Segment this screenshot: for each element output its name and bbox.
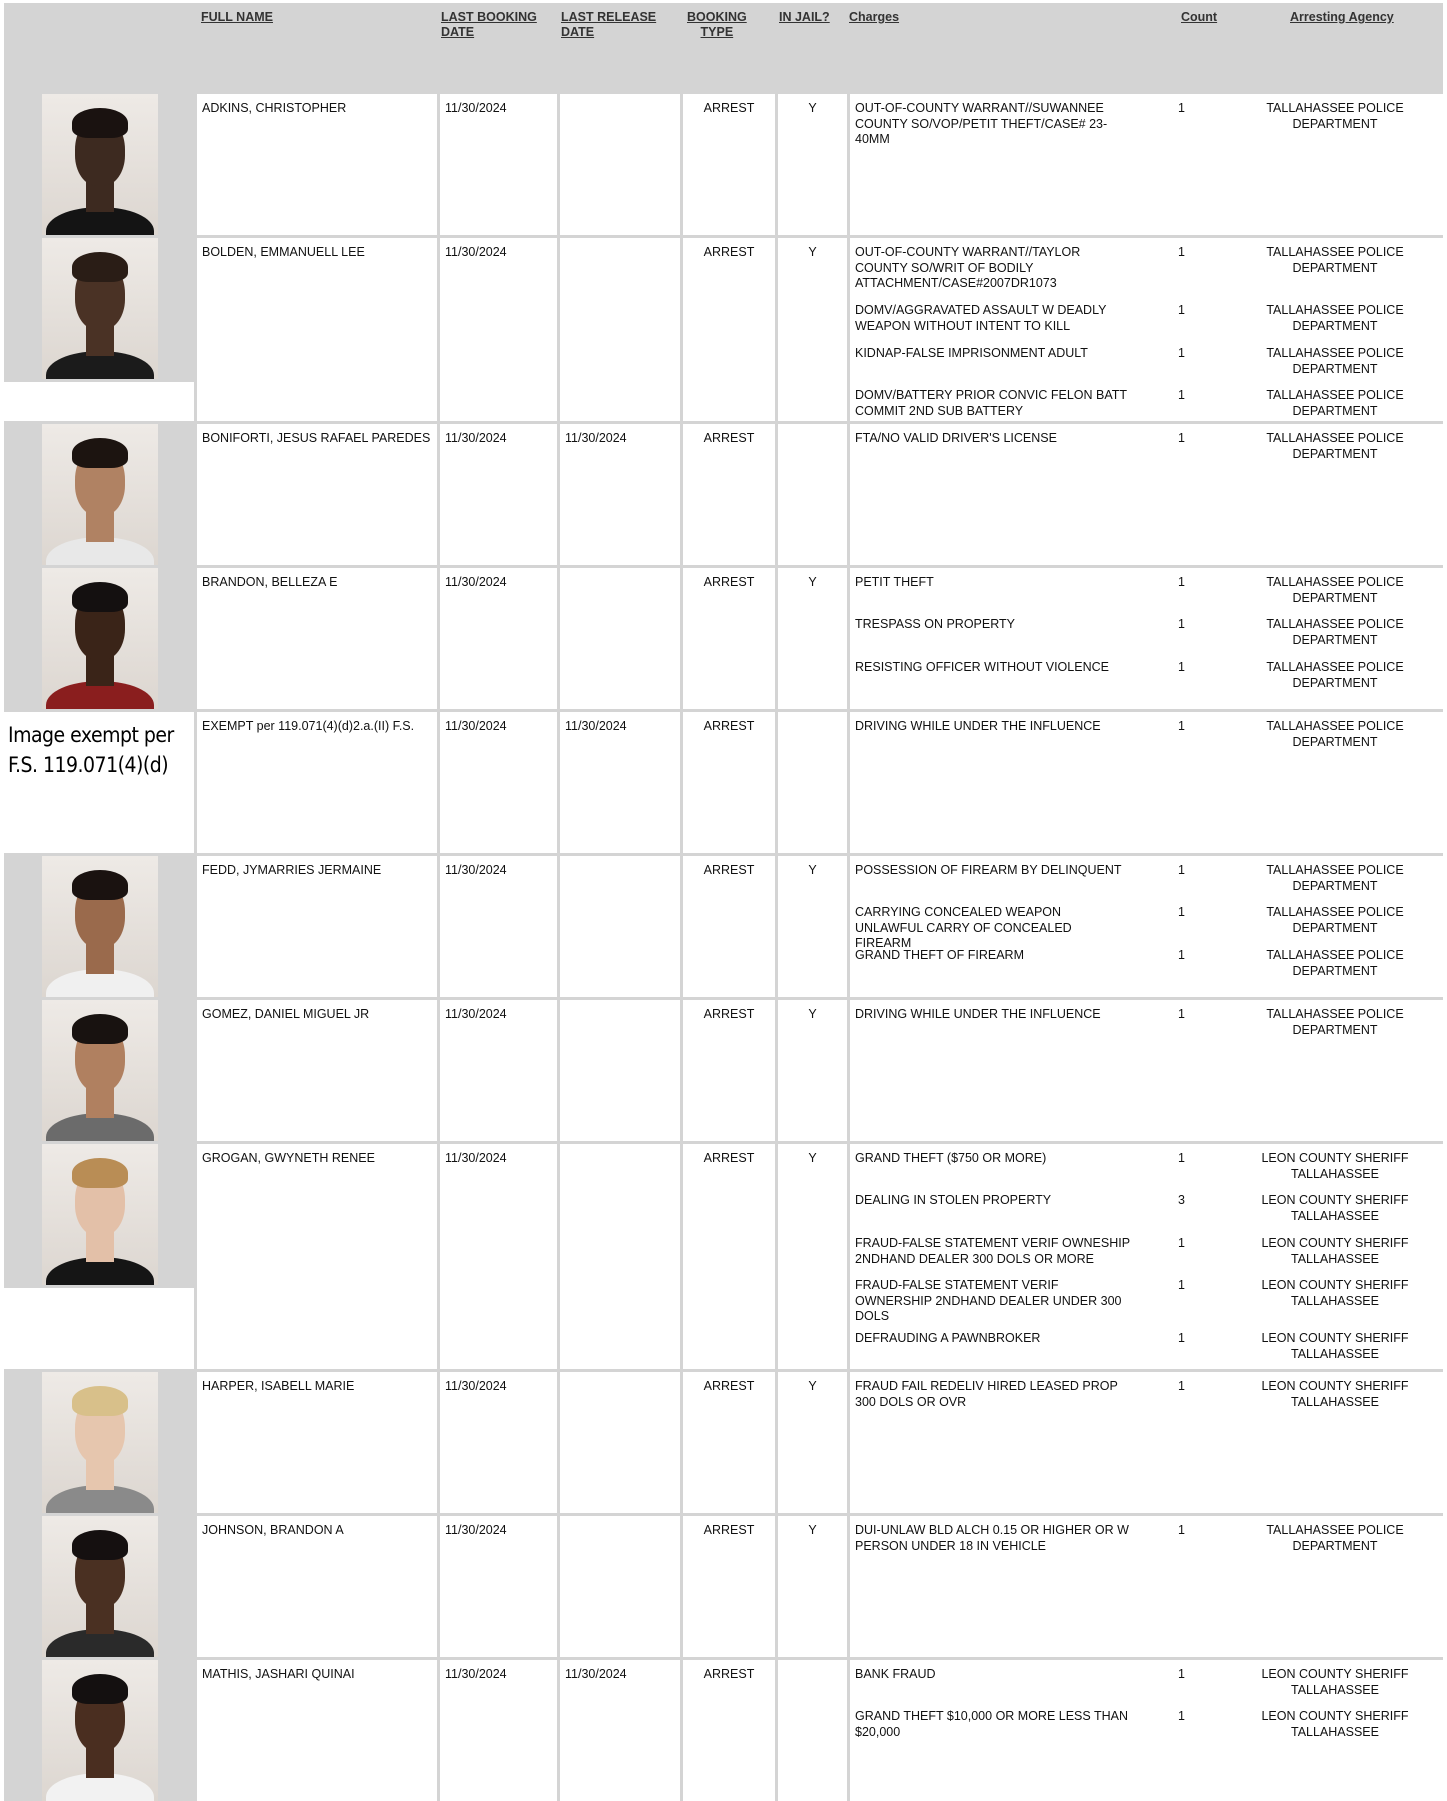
photo-hair	[72, 582, 128, 612]
charge-description: GRAND THEFT $10,000 OR MORE LESS THAN $20,000	[855, 1709, 1128, 1739]
header-booking-type: BOOKING TYPE	[687, 10, 747, 39]
charges-cell	[850, 94, 1443, 235]
last-booking-date-text: 11/30/2024	[445, 719, 507, 733]
charge-count: 1	[1178, 1667, 1185, 1681]
last-release-date-cell	[560, 1000, 680, 1141]
charge-description: OUT-OF-COUNTY WARRANT//SUWANNEE COUNTY SO/VOP/PETIT THEFT/CASE# 23-40MM	[855, 101, 1108, 146]
in-jail-cell	[778, 712, 847, 853]
charge-description: KIDNAP-FALSE IMPRISONMENT ADULT	[855, 346, 1088, 360]
arresting-agency: TALLAHASSEE POLICE DEPARTMENT	[1266, 431, 1404, 461]
booking-type-text: ARREST	[703, 575, 755, 589]
booking-type-text: ARREST	[703, 1667, 755, 1681]
charge-description: POSSESSION OF FIREARM BY DELINQUENT	[855, 863, 1122, 877]
arresting-agency: TALLAHASSEE POLICE DEPARTMENT	[1266, 617, 1404, 647]
charge-description: TRESPASS ON PROPERTY	[855, 617, 1015, 631]
photo-neck	[86, 1748, 114, 1778]
table-row	[4, 709, 1443, 853]
mugshot-photo	[42, 94, 158, 235]
header-arresting-agency: Arresting Agency	[1290, 10, 1394, 24]
charge-count: 1	[1178, 948, 1185, 962]
charge-description: FRAUD-FALSE STATEMENT VERIF OWNERSHIP 2NDHAND DEALER UNDER 300 DOLS	[855, 1278, 1122, 1323]
booking-type-cell	[683, 238, 775, 421]
last-booking-date-cell	[440, 1660, 557, 1801]
booking-type-cell	[683, 1516, 775, 1657]
last-release-date-cell	[560, 424, 680, 565]
full-name-cell	[197, 1660, 437, 1801]
table-row	[4, 1369, 1443, 1513]
charge-description: GRAND THEFT ($750 OR MORE)	[855, 1151, 1047, 1165]
header-count: Count	[1181, 10, 1218, 24]
photo-neck	[86, 182, 114, 212]
booking-type-text: ARREST	[703, 245, 755, 259]
arresting-agency: LEON COUNTY SHERIFF TALLAHASSEE	[1261, 1193, 1409, 1223]
table-header	[4, 3, 1443, 91]
photo-neck	[86, 1460, 114, 1490]
booking-type-text: ARREST	[703, 1379, 755, 1393]
charge-count: 1	[1178, 1379, 1185, 1393]
charge-count: 1	[1178, 388, 1185, 402]
full-name-cell	[197, 712, 437, 853]
charge-count: 1	[1178, 1331, 1185, 1345]
last-release-date-text: 11/30/2024	[565, 431, 627, 445]
in-jail-text: Y	[808, 863, 817, 877]
arresting-agency: TALLAHASSEE POLICE DEPARTMENT	[1266, 346, 1404, 376]
booking-type-cell	[683, 1000, 775, 1141]
photo-neck	[86, 1088, 114, 1118]
charge-count: 1	[1178, 1007, 1185, 1021]
photo-cell	[4, 1000, 194, 1141]
photo-cell	[4, 712, 194, 853]
photo-cell	[4, 568, 194, 709]
booking-type-text: ARREST	[703, 1151, 755, 1165]
last-booking-date-cell	[440, 1000, 557, 1141]
last-booking-date-text: 11/30/2024	[445, 431, 507, 445]
charge-description: DOMV/AGGRAVATED ASSAULT W DEADLY WEAPON WITHOUT INTENT TO KILL	[855, 303, 1107, 333]
charge-description: OUT-OF-COUNTY WARRANT//TAYLOR COUNTY SO/WRIT OF BODILY ATTACHMENT/CASE#2007DR1073	[855, 245, 1081, 290]
table-row	[4, 1513, 1443, 1657]
last-booking-date-text: 11/30/2024	[445, 575, 507, 589]
photo-neck	[86, 1604, 114, 1634]
full-name-text: GROGAN, GWYNETH RENEE	[202, 1151, 375, 1165]
booking-type-cell	[683, 568, 775, 709]
photo-hair	[72, 1158, 128, 1188]
full-name-cell	[197, 1372, 437, 1513]
arresting-agency: LEON COUNTY SHERIFF TALLAHASSEE	[1261, 1151, 1409, 1181]
in-jail-text: Y	[808, 1379, 817, 1393]
photo-neck	[86, 656, 114, 686]
booking-type-text: ARREST	[703, 719, 755, 733]
last-release-date-cell	[560, 1144, 680, 1369]
charge-description: FTA/NO VALID DRIVER'S LICENSE	[855, 431, 1057, 445]
charge-count: 1	[1178, 101, 1185, 115]
last-booking-date-text: 11/30/2024	[445, 1007, 507, 1021]
in-jail-cell	[778, 238, 847, 421]
last-booking-date-text: 11/30/2024	[445, 1667, 507, 1681]
full-name-text: EXEMPT per 119.071(4)(d)2.a.(II) F.S.	[202, 719, 415, 733]
full-name-text: HARPER, ISABELL MARIE	[202, 1379, 355, 1393]
full-name-text: FEDD, JYMARRIES JERMAINE	[202, 863, 382, 877]
arresting-agency: LEON COUNTY SHERIFF TALLAHASSEE	[1261, 1236, 1409, 1266]
full-name-text: ADKINS, CHRISTOPHER	[202, 101, 347, 115]
in-jail-cell	[778, 856, 847, 997]
booking-type-text: ARREST	[703, 101, 755, 115]
last-release-date-cell	[560, 712, 680, 853]
charges-cell	[850, 712, 1443, 853]
photo-neck	[86, 326, 114, 356]
charge-description: DEFRAUDING A PAWNBROKER	[855, 1331, 1041, 1345]
charges-cell	[850, 1000, 1443, 1141]
photo-cell	[4, 1372, 194, 1513]
charge-count: 1	[1178, 1151, 1185, 1165]
photo-hair	[72, 108, 128, 138]
table-row	[4, 235, 1443, 421]
charge-count: 3	[1178, 1193, 1185, 1207]
arresting-agency: TALLAHASSEE POLICE DEPARTMENT	[1266, 1523, 1404, 1553]
last-booking-date-text: 11/30/2024	[445, 1523, 507, 1537]
charge-count: 1	[1178, 575, 1185, 589]
last-booking-date-cell	[440, 568, 557, 709]
charges-cell	[850, 856, 1443, 997]
photo-hair	[72, 252, 128, 282]
full-name-text: BRANDON, BELLEZA E	[202, 575, 338, 589]
last-booking-date-cell	[440, 1372, 557, 1513]
in-jail-text: Y	[808, 1151, 817, 1165]
charge-count: 1	[1178, 1278, 1185, 1292]
charges-cell	[850, 1516, 1443, 1657]
table-body	[4, 91, 1443, 1801]
last-booking-date-text: 11/30/2024	[445, 245, 507, 259]
photo-hair	[72, 1386, 128, 1416]
charge-count: 1	[1178, 660, 1185, 674]
arresting-agency: LEON COUNTY SHERIFF TALLAHASSEE	[1261, 1379, 1409, 1409]
in-jail-text: Y	[808, 1007, 817, 1021]
in-jail-cell	[778, 568, 847, 709]
photo-hair	[72, 870, 128, 900]
full-name-cell	[197, 1144, 437, 1369]
booking-type-cell	[683, 1372, 775, 1513]
photo-blank-area	[4, 382, 194, 421]
arresting-agency: TALLAHASSEE POLICE DEPARTMENT	[1266, 948, 1404, 978]
charge-description: DUI-UNLAW BLD ALCH 0.15 OR HIGHER OR W PERSON UNDER 18 IN VEHICLE	[855, 1523, 1129, 1553]
charge-description: BANK FRAUD	[855, 1667, 936, 1681]
photo-neck	[86, 1232, 114, 1262]
arresting-agency: TALLAHASSEE POLICE DEPARTMENT	[1266, 101, 1404, 131]
last-booking-date-text: 11/30/2024	[445, 863, 507, 877]
charge-count: 1	[1178, 1236, 1185, 1250]
booking-type-text: ARREST	[703, 1007, 755, 1021]
in-jail-cell	[778, 1144, 847, 1369]
photo-cell	[4, 238, 194, 421]
last-booking-date-cell	[440, 424, 557, 565]
arresting-agency: TALLAHASSEE POLICE DEPARTMENT	[1266, 1007, 1404, 1037]
in-jail-cell	[778, 424, 847, 565]
last-booking-date-cell	[440, 238, 557, 421]
last-booking-date-cell	[440, 94, 557, 235]
last-booking-date-text: 11/30/2024	[445, 1379, 507, 1393]
header-last-booking-date: LAST BOOKING DATE	[441, 10, 537, 39]
charge-count: 1	[1178, 617, 1185, 631]
arresting-agency: TALLAHASSEE POLICE DEPARTMENT	[1266, 388, 1404, 418]
full-name-cell	[197, 1516, 437, 1657]
last-release-date-cell	[560, 1516, 680, 1657]
last-release-date-text: 11/30/2024	[565, 1667, 627, 1681]
photo-cell	[4, 856, 194, 997]
full-name-cell	[197, 424, 437, 565]
arresting-agency: LEON COUNTY SHERIFF TALLAHASSEE	[1261, 1709, 1409, 1739]
full-name-text: BONIFORTI, JESUS RAFAEL PAREDES	[202, 431, 431, 445]
photo-exempt-box	[4, 712, 194, 853]
in-jail-cell	[778, 1516, 847, 1657]
header-full-name: FULL NAME	[201, 10, 273, 24]
charges-cell	[850, 568, 1443, 709]
mugshot-photo	[42, 1660, 158, 1801]
table-row	[4, 1141, 1443, 1369]
photo-hair	[72, 1674, 128, 1704]
arresting-agency: TALLAHASSEE POLICE DEPARTMENT	[1266, 719, 1404, 749]
charges-cell	[850, 1660, 1443, 1801]
arresting-agency: LEON COUNTY SHERIFF TALLAHASSEE	[1261, 1331, 1409, 1361]
charge-description: DEALING IN STOLEN PROPERTY	[855, 1193, 1052, 1207]
mugshot-photo	[42, 856, 158, 997]
charge-description: CARRYING CONCEALED WEAPON UNLAWFUL CARRY OF CONCEALED FIREARM	[855, 905, 1072, 950]
charge-count: 1	[1178, 431, 1185, 445]
in-jail-cell	[778, 1000, 847, 1141]
table-row	[4, 1657, 1443, 1801]
last-booking-date-cell	[440, 1144, 557, 1369]
booking-type-text: ARREST	[703, 1523, 755, 1537]
arresting-agency: TALLAHASSEE POLICE DEPARTMENT	[1266, 575, 1404, 605]
booking-type-cell	[683, 856, 775, 997]
charge-description: DRIVING WHILE UNDER THE INFLUENCE	[855, 1007, 1101, 1021]
in-jail-text: Y	[808, 1523, 817, 1537]
booking-type-text: ARREST	[703, 431, 755, 445]
booking-report-table	[4, 3, 1443, 1801]
in-jail-cell	[778, 94, 847, 235]
table-row	[4, 421, 1443, 565]
arresting-agency: TALLAHASSEE POLICE DEPARTMENT	[1266, 905, 1404, 935]
full-name-cell	[197, 238, 437, 421]
last-release-date-text: 11/30/2024	[565, 719, 627, 733]
booking-type-cell	[683, 712, 775, 853]
mugshot-photo	[42, 238, 158, 379]
charge-count: 1	[1178, 863, 1185, 877]
image-exempt-notice	[8, 720, 174, 780]
full-name-cell	[197, 568, 437, 709]
arresting-agency: TALLAHASSEE POLICE DEPARTMENT	[1266, 660, 1404, 690]
full-name-text: BOLDEN, EMMANUELL LEE	[202, 245, 365, 259]
last-release-date-cell	[560, 94, 680, 235]
booking-type-cell	[683, 94, 775, 235]
photo-hair	[72, 1530, 128, 1560]
photo-neck	[86, 512, 114, 542]
arresting-agency: TALLAHASSEE POLICE DEPARTMENT	[1266, 863, 1404, 893]
last-release-date-cell	[560, 568, 680, 709]
table-row	[4, 997, 1443, 1141]
full-name-text: MATHIS, JASHARI QUINAI	[202, 1667, 355, 1681]
exempt-line-1: Image exempt per	[8, 723, 174, 747]
table-row	[4, 565, 1443, 709]
charge-count: 1	[1178, 905, 1185, 919]
last-booking-date-text: 11/30/2024	[445, 101, 507, 115]
last-release-date-cell	[560, 856, 680, 997]
last-booking-date-cell	[440, 712, 557, 853]
mugshot-photo	[42, 1372, 158, 1513]
last-booking-date-text: 11/30/2024	[445, 1151, 507, 1165]
header-in-jail: IN JAIL?	[779, 10, 830, 24]
charges-cell	[850, 238, 1443, 421]
photo-hair	[72, 1014, 128, 1044]
charge-count: 1	[1178, 1709, 1185, 1723]
full-name-text: GOMEZ, DANIEL MIGUEL JR	[202, 1007, 370, 1021]
in-jail-cell	[778, 1660, 847, 1801]
booking-type-cell	[683, 424, 775, 565]
charge-count: 1	[1178, 245, 1185, 259]
photo-cell	[4, 94, 194, 235]
charge-description: PETIT THEFT	[855, 575, 934, 589]
charge-description: FRAUD-FALSE STATEMENT VERIF OWNESHIP 2NDHAND DEALER 300 DOLS OR MORE	[855, 1236, 1130, 1266]
header-last-release-date: LAST RELEASE DATE	[561, 10, 657, 39]
photo-cell	[4, 1144, 194, 1369]
arresting-agency: TALLAHASSEE POLICE DEPARTMENT	[1266, 245, 1404, 275]
arresting-agency: LEON COUNTY SHERIFF TALLAHASSEE	[1261, 1278, 1409, 1308]
mugshot-photo	[42, 1000, 158, 1141]
in-jail-cell	[778, 1372, 847, 1513]
last-booking-date-cell	[440, 1516, 557, 1657]
exempt-line-2: F.S. 119.071(4)(d)	[8, 753, 169, 777]
mugshot-photo	[42, 568, 158, 709]
charge-count: 1	[1178, 346, 1185, 360]
charges-cell	[850, 1144, 1443, 1369]
mugshot-photo	[42, 424, 158, 565]
photo-cell	[4, 1516, 194, 1657]
booking-type-text: ARREST	[703, 863, 755, 877]
arresting-agency: LEON COUNTY SHERIFF TALLAHASSEE	[1261, 1667, 1409, 1697]
charge-description: DOMV/BATTERY PRIOR CONVIC FELON BATT COMMIT 2ND SUB BATTERY	[855, 388, 1127, 418]
full-name-cell	[197, 94, 437, 235]
photo-blank-area	[4, 1288, 194, 1369]
last-release-date-cell	[560, 238, 680, 421]
mugshot-photo	[42, 1516, 158, 1657]
in-jail-text: Y	[808, 101, 817, 115]
photo-neck	[86, 944, 114, 974]
charge-description: GRAND THEFT OF FIREARM	[855, 948, 1024, 962]
in-jail-text: Y	[808, 575, 817, 589]
last-release-date-cell	[560, 1372, 680, 1513]
photo-cell	[4, 1660, 194, 1801]
last-release-date-cell	[560, 1660, 680, 1801]
full-name-cell	[197, 1000, 437, 1141]
table-row	[4, 91, 1443, 235]
full-name-text: JOHNSON, BRANDON A	[202, 1523, 344, 1537]
last-booking-date-cell	[440, 856, 557, 997]
arresting-agency: TALLAHASSEE POLICE DEPARTMENT	[1266, 303, 1404, 333]
photo-cell	[4, 424, 194, 565]
charge-count: 1	[1178, 303, 1185, 317]
photo-hair	[72, 438, 128, 468]
mugshot-photo	[42, 1144, 158, 1285]
charge-count: 1	[1178, 1523, 1185, 1537]
booking-type-cell	[683, 1144, 775, 1369]
charges-cell	[850, 424, 1443, 565]
header-charges: Charges	[849, 10, 900, 24]
booking-type-cell	[683, 1660, 775, 1801]
in-jail-text: Y	[808, 245, 817, 259]
charges-cell	[850, 1372, 1443, 1513]
full-name-cell	[197, 856, 437, 997]
charge-count: 1	[1178, 719, 1185, 733]
charge-description: FRAUD FAIL REDELIV HIRED LEASED PROP 300 DOLS OR OVR	[855, 1379, 1118, 1409]
charge-description: RESISTING OFFICER WITHOUT VIOLENCE	[855, 660, 1109, 674]
charge-description: DRIVING WHILE UNDER THE INFLUENCE	[855, 719, 1101, 733]
table-row	[4, 853, 1443, 997]
